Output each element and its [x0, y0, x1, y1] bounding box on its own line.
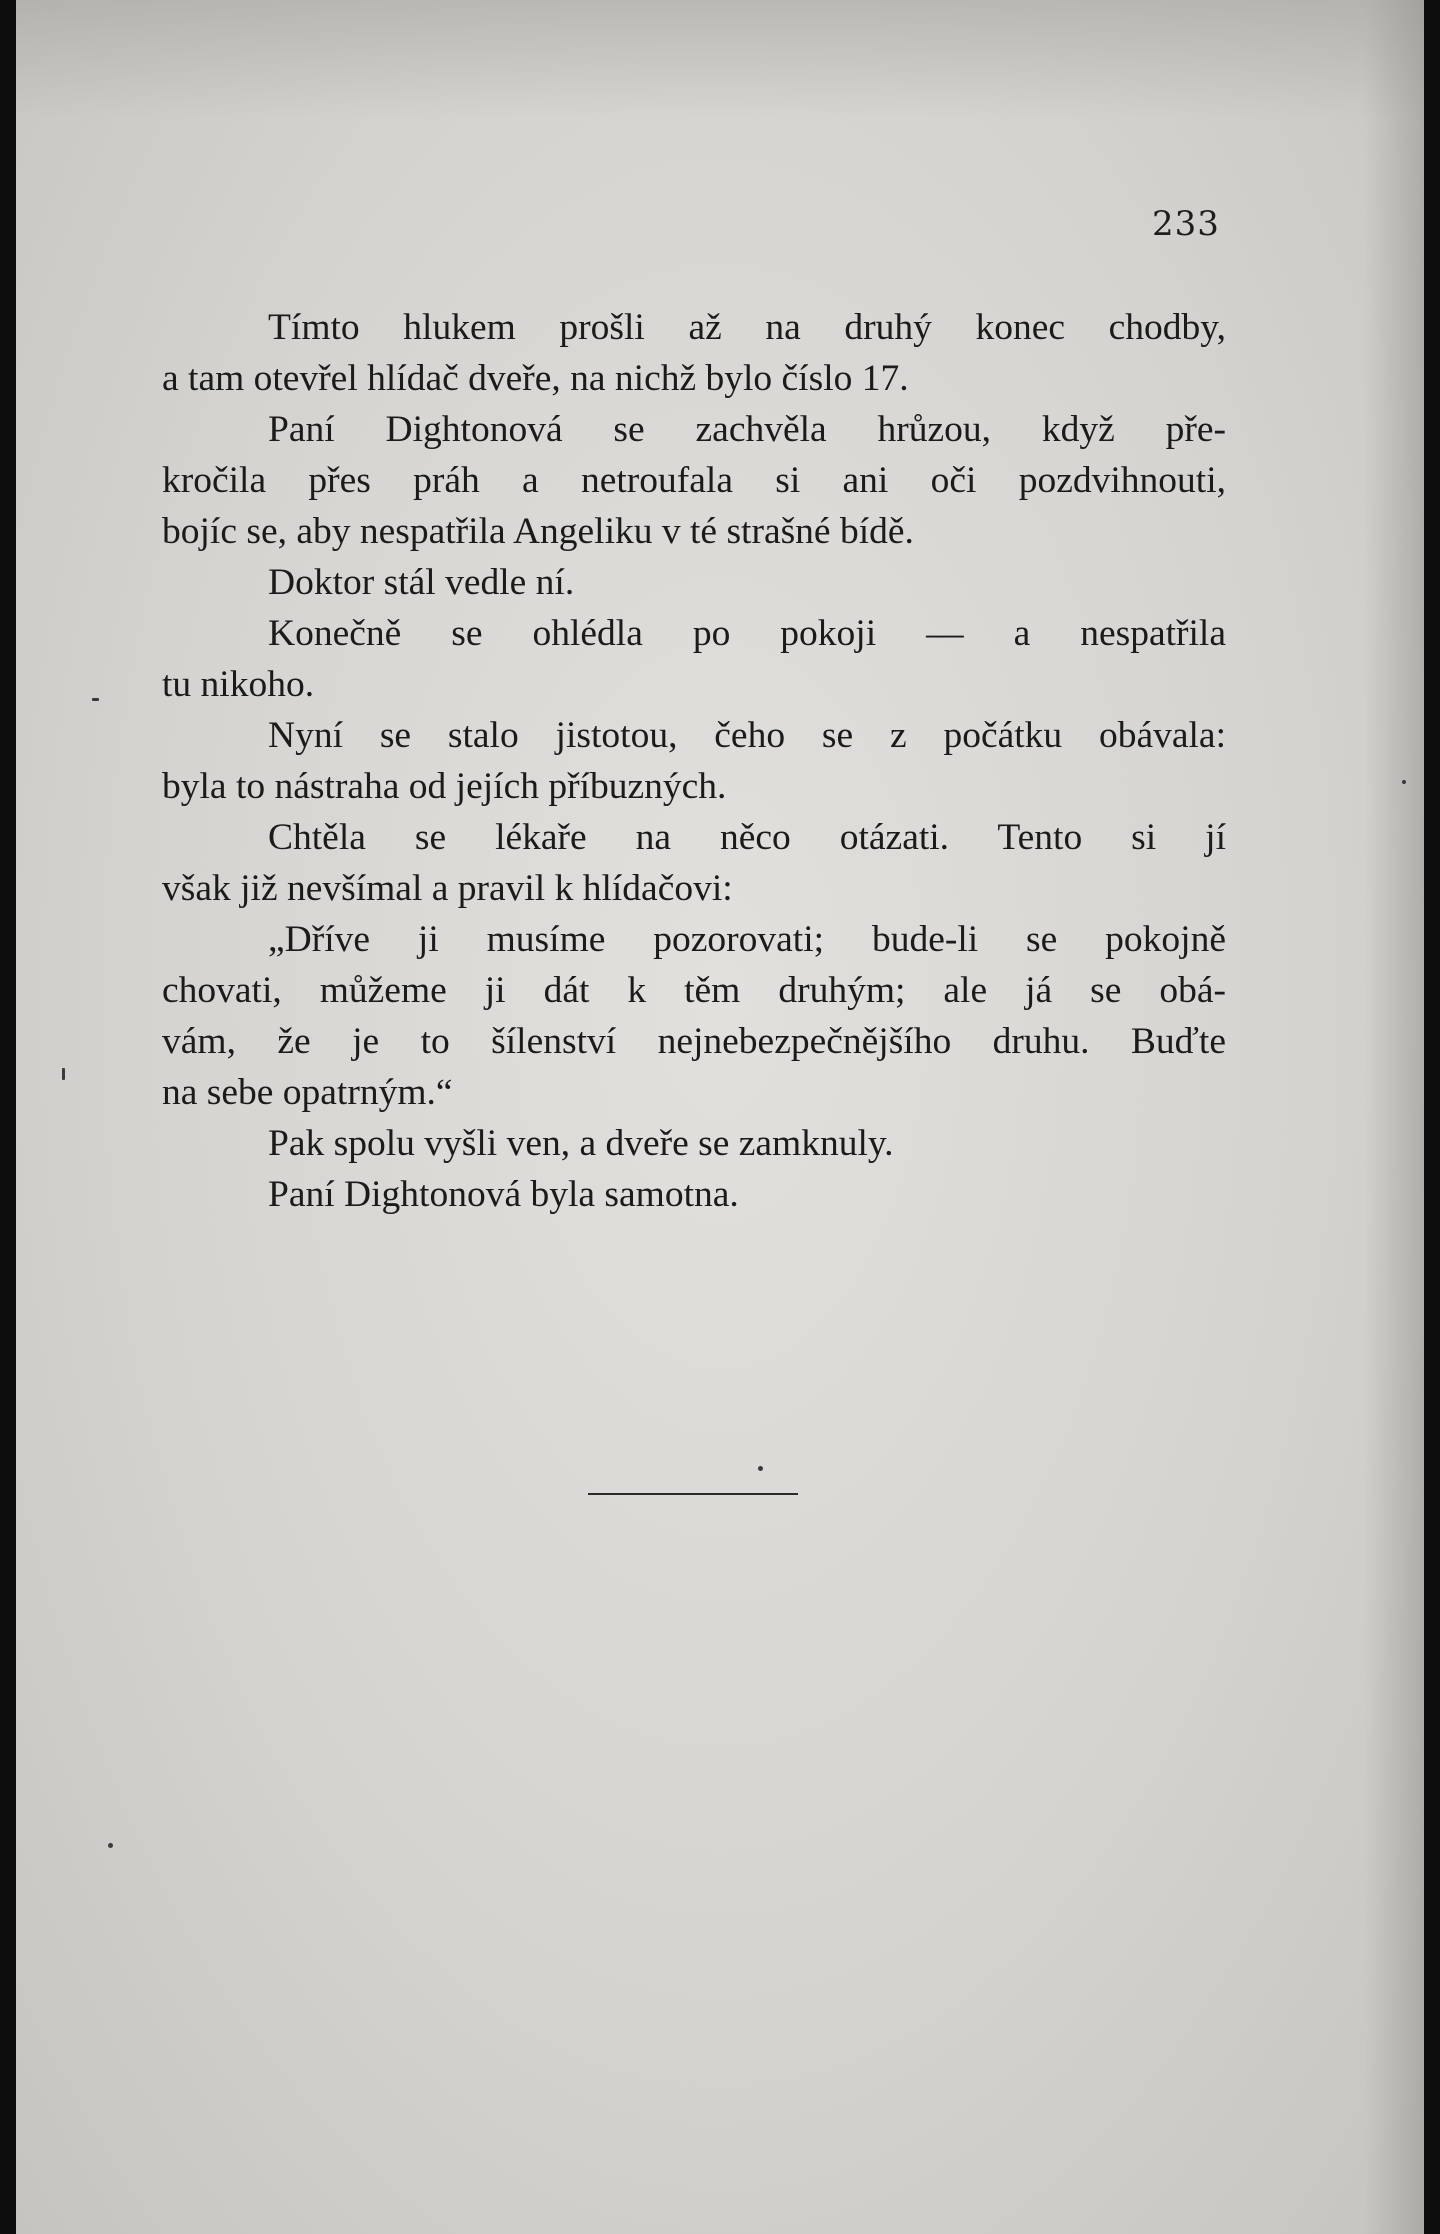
- text-line: Paní Dightonová se zachvěla hrůzou, když pře-: [268, 409, 1226, 450]
- book-page: [16, 0, 1424, 2234]
- end-rule: [588, 1493, 798, 1495]
- print-speck: [758, 1466, 763, 1471]
- body-text: [162, 302, 1226, 1220]
- text-line: byla to nástraha od jejích příbuzných.: [162, 766, 727, 807]
- text-line: Konečně se ohlédla po pokoji — a nespatřila: [268, 613, 1226, 654]
- print-speck: [1402, 780, 1406, 784]
- text-line: Doktor stál vedle ní.: [268, 562, 575, 603]
- text-line: Paní Dightonová byla samotna.: [268, 1174, 739, 1215]
- text-line: Chtěla se lékaře na něco otázati. Tento si jí: [268, 817, 1226, 858]
- text-line: tu nikoho.: [162, 664, 315, 705]
- page-shadow-top: [16, 0, 1424, 120]
- page-shadow-right: [1364, 0, 1424, 2234]
- print-speck: [62, 1068, 65, 1080]
- text-line: kročila přes práh a netroufala si ani oči pozdvihnouti,: [162, 460, 1226, 501]
- text-line: bojíc se, aby nespatřila Angeliku v té strašné bídě.: [162, 511, 914, 552]
- text-line: Tímto hlukem prošli až na druhý konec chodby,: [268, 307, 1226, 348]
- text-line: na sebe opatrným.“: [162, 1072, 453, 1113]
- print-speck: [108, 1843, 113, 1848]
- page-number: 233: [1152, 204, 1220, 244]
- text-line: a tam otevřel hlídač dveře, na nichž bylo číslo 17.: [162, 358, 909, 399]
- text-line: však již nevšímal a pravil k hlídačovi:: [162, 868, 733, 909]
- text-line: Pak spolu vyšli ven, a dveře se zamknuly.: [268, 1123, 894, 1164]
- text-line: Nyní se stalo jistotou, čeho se z počátku obávala:: [268, 715, 1226, 756]
- text-line: chovati, můžeme ji dát k těm druhým; ale já se obá-: [162, 970, 1226, 1011]
- print-speck: [92, 698, 99, 701]
- text-line: vám, že je to šílenství nejnebezpečnějšího druhu. Buďte: [162, 1021, 1226, 1062]
- text-line: „Dříve ji musíme pozorovati; bude-li se pokojně: [268, 919, 1226, 960]
